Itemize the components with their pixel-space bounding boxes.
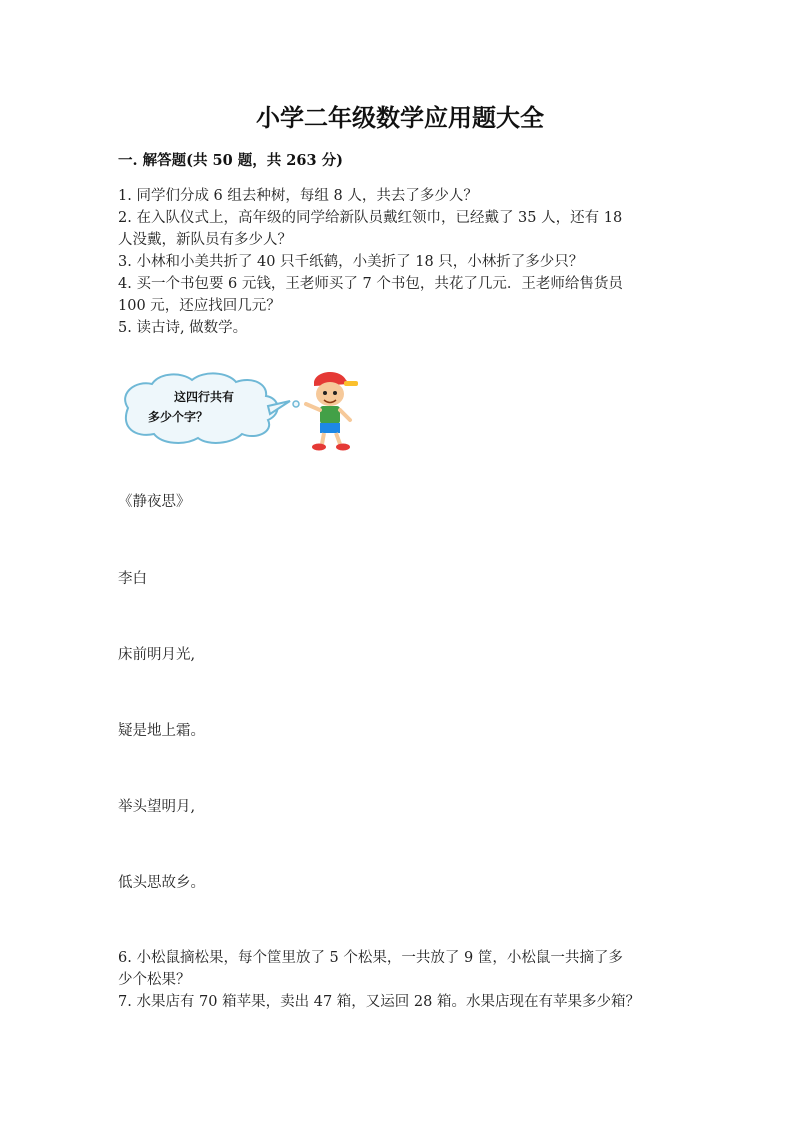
- problem-line: 7. 水果店有 70 箱苹果，卖出 47 箱，又运回 28 箱。水果店现在有苹果多少箱？: [118, 994, 640, 1010]
- problem-line: 6. 小松鼠摘松果，每个筐里放了 5 个松果，一共放了 9 筐，小松鼠一共摘了多: [118, 950, 623, 966]
- problem-line: 1. 同学们分成 6 组去种树，每组 8 人，共去了多少人？: [118, 188, 478, 204]
- problem-line: 3. 小林和小美共折了 40 只千纸鹤，小美折了 18 只，小林折了多少只？: [118, 254, 584, 270]
- poem-line: 疑是地上霜。: [118, 723, 205, 739]
- problem-line: 少个松果？: [118, 972, 191, 988]
- cartoon-boy-illustration: [118, 368, 363, 453]
- problem-line: 人没戴，新队员有多少人？: [118, 232, 292, 248]
- speech-text-line1: 这四行共有: [174, 390, 235, 404]
- problem-line: 5. 读古诗, 做数学。: [118, 320, 248, 336]
- problem-line: 4. 买一个书包要 6 元钱，王老师买了 7 个书包，共花了几元．王老师给售货员: [118, 276, 623, 292]
- speech-text-line2: 多少个字？: [148, 410, 209, 424]
- boy-figure: [306, 372, 358, 451]
- problem-line: 100 元，还应找回几元？: [118, 298, 281, 314]
- poem-line: 低头思故乡。: [118, 875, 205, 891]
- poem-title: 《静夜思》: [118, 494, 191, 510]
- problem-line: 2. 在入队仪式上，高年级的同学给新队员戴红领巾，已经戴了 35 人，还有 18: [118, 210, 623, 226]
- section-heading: 一. 解答题(共 50 题，共 263 分): [118, 152, 343, 169]
- poem-line: 床前明月光,: [118, 647, 196, 663]
- page-title: 小学二年级数学应用题大全: [256, 103, 544, 132]
- poem-line: 举头望明月,: [118, 799, 196, 815]
- poem-author: 李白: [118, 571, 147, 587]
